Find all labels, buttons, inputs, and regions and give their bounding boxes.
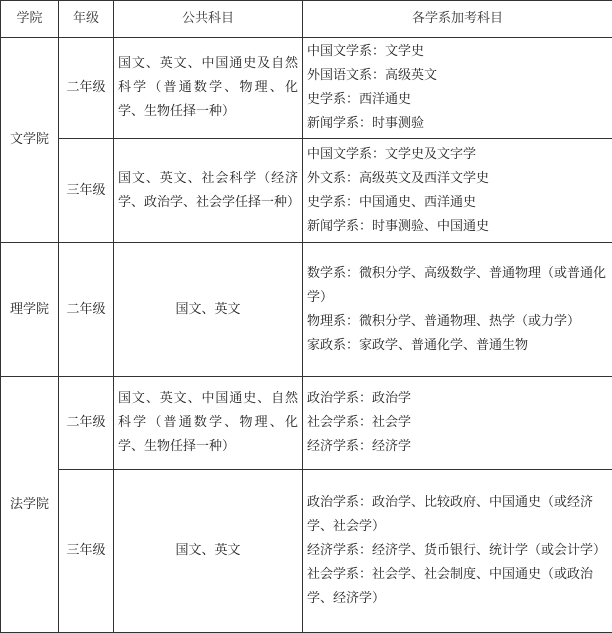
header-grade: 年级 (59, 1, 114, 38)
department-subject-line: 中国文学系：文学史 (307, 40, 608, 64)
department-subject-line: 社会学系：社会学 (307, 411, 608, 435)
common-subjects-cell: 国文、英文 (114, 243, 303, 377)
header-department-subjects: 各学系加考科目 (303, 1, 612, 38)
department-subject-line: 新闻学系：时事测验 (307, 112, 608, 136)
common-subjects-cell: 国文、英文、中国通史、自然科学（普通数学、物理、化学、生物任择一种） (114, 377, 303, 470)
department-subject-line: 政治学系：政治学 (307, 387, 608, 411)
department-subjects-cell (303, 470, 612, 633)
header-row (1, 1, 612, 38)
table-row (1, 139, 612, 243)
grade-cell: 三年级 (59, 470, 114, 633)
department-subject-line: 外文系：高级英文及西洋文学史 (307, 167, 608, 191)
header-college: 学院 (1, 1, 59, 38)
department-subjects-cell (303, 139, 612, 243)
department-subjects-cell (303, 38, 612, 139)
header-common-subjects: 公共科目 (114, 1, 303, 38)
department-subject-line: 经济学系：经济学、货币银行、统计学（或会计学） (307, 539, 608, 563)
department-subject-line: 物理系：微积分学、普通物理、热学（或力学） (307, 310, 608, 334)
college-cell-science: 理学院 (1, 243, 59, 377)
common-subjects-cell: 国文、英文 (114, 470, 303, 633)
department-subject-line: 家政系：家政学、普通化学、普通生物 (307, 334, 608, 358)
department-subject-line: 新闻学系：时事测验、中国通史 (307, 215, 608, 239)
department-subject-line: 社会学系：社会学、社会制度、中国通史（或政治学、经济学） (307, 563, 608, 611)
table-row (1, 377, 612, 470)
grade-cell: 二年级 (59, 243, 114, 377)
common-subjects-cell: 国文、英文、中国通史及自然科学（普通数学、物理、化学、生物任择一种） (114, 38, 303, 139)
department-subject-line: 政治学系：政治学、比较政府、中国通史（或经济学、社会学） (307, 491, 608, 539)
department-subject-line: 史学系：中国通史、西洋通史 (307, 191, 608, 215)
department-subject-line: 史学系：西洋通史 (307, 88, 608, 112)
table-row (1, 243, 612, 377)
department-subjects-cell (303, 243, 612, 377)
grade-cell: 二年级 (59, 38, 114, 139)
department-subject-line: 外国语文系：高级英文 (307, 64, 608, 88)
common-subjects-cell: 国文、英文、社会科学（经济学、政治学、社会学任择一种） (114, 139, 303, 243)
grade-cell: 二年级 (59, 377, 114, 470)
department-subject-line: 中国文学系：文学史及文字学 (307, 143, 608, 167)
department-subject-line: 经济学系：经济学 (307, 435, 608, 459)
department-subject-line: 数学系：微积分学、高级数学、普通物理（或普通化学） (307, 262, 608, 310)
college-cell-arts: 文学院 (1, 38, 59, 243)
table-row (1, 470, 612, 633)
college-cell-law: 法学院 (1, 377, 59, 633)
table-row (1, 38, 612, 139)
department-subjects-cell (303, 377, 612, 470)
grade-cell: 三年级 (59, 139, 114, 243)
